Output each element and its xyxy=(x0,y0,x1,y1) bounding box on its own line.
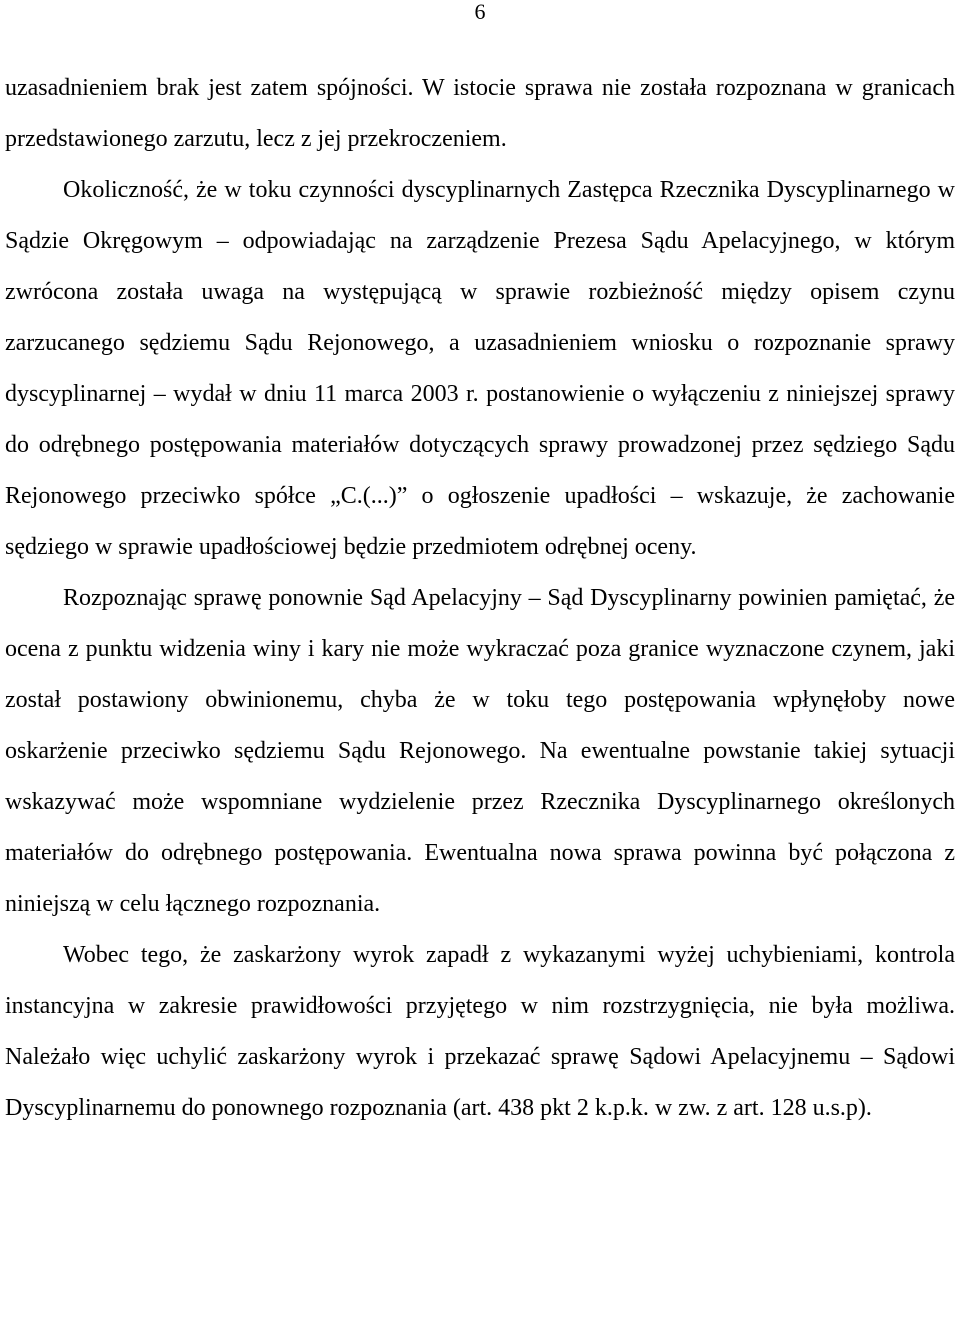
paragraph-3: Rozpoznając sprawę ponownie Sąd Apelacyjny – Sąd Dyscyplinarny powinien pamiętać, że ocena z punktu widzenia winy i kary nie może wykraczać poza granice wyznaczone czynem, jaki został postawiony obwinionemu, chyba że w toku tego postępowania wpłynęłoby nowe oskarżenie przeciwko sędziemu Sądu Rejonowego. Na ewentualne powstanie takiej sytuacji wskazywać może wspomniane wydzielenie przez Rzecznika Dyscyplinarnego określonych materiałów do odrębnego postępowania. Ewentualna nowa sprawa powinna być połączona z niniejszą w celu łącznego rozpoznania. xyxy=(5,585,955,917)
paragraph-4: Wobec tego, że zaskarżony wyrok zapadł z wykazanymi wyżej uchybieniami, kontrola instancyjna w zakresie prawidłowości przyjętego w nim rozstrzygnięcia, nie była możliwa. Należało więc uchylić zaskarżony wyrok i przekazać sprawę Sądowi Apelacyjnemu – Sądowi Dyscyplinarnemu do ponownego rozpoznania (art. 438 pkt 2 k.p.k. w zw. z art. 128 u.s.p). xyxy=(5,942,955,1121)
paragraph-2: Okoliczność, że w toku czynności dyscyplinarnych Zastępca Rzecznika Dyscyplinarnego w Sądzie Okręgowym – odpowiadając na zarządzenie Prezesa Sądu Apelacyjnego, w którym zwrócona została uwaga na występującą w sprawie rozbieżność między opisem czynu zarzucanego sędziemu Sądu Rejonowego, a uzasadnieniem wniosku o rozpoznanie sprawy dyscyplinarnej – wydał w dniu 11 marca 2003 r. postanowienie o wyłączeniu z niniejszej sprawy do odrębnego postępowania materiałów dotyczących sprawy prowadzonej przez sędziego Sądu Rejonowego przeciwko spółce „C.(...)” o ogłoszenie upadłości – wskazuje, że zachowanie sędziego w sprawie upadłościowej będzie przedmiotem odrębnej oceny. xyxy=(5,177,955,560)
document-body xyxy=(5,63,955,1134)
page-number: 6 xyxy=(474,0,486,24)
paragraph-1: uzasadnieniem brak jest zatem spójności. W istocie sprawa nie została rozpoznana w granicach przedstawionego zarzutu, lecz z jej przekroczeniem. xyxy=(5,75,955,152)
